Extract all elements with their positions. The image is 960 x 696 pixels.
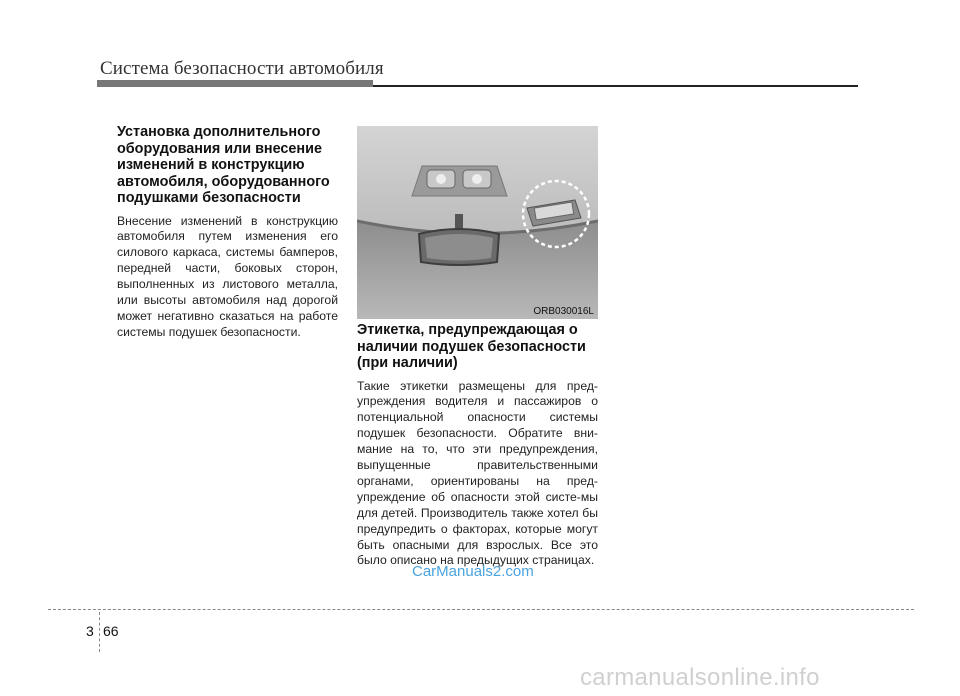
- modification-heading: Установка дополнительного оборудования или внесение изменений в конструкцию автомобиля, оборудованного подушками безопасности: [117, 124, 330, 206]
- right-column: [357, 322, 598, 569]
- footer-divider: [48, 609, 914, 610]
- header-rule-thin: [373, 85, 858, 87]
- page-number: 66: [103, 623, 119, 639]
- left-column: [117, 124, 338, 341]
- warning-label-heading: Этикетка, предупреждающая о наличии подушек безопасности (при наличии): [357, 322, 586, 371]
- chapter-number: 3: [86, 623, 94, 639]
- photo-caption: ORB030016L: [533, 306, 594, 317]
- watermark-link[interactable]: CarManuals2.com: [412, 563, 534, 580]
- page-number-divider: [99, 612, 100, 652]
- header-rule-thick: [97, 80, 373, 87]
- warning-label-body: Такие этикетки размещены для пред-упреждения водителя и пассажиров о потенциальной опасности системы подушек безопасности. Обратите вни-мание на то, что эти предупреждения, выпущенные правительственными органами, ориентированы на пред-упреждение об опасности этой систе-мы для детей. Производитель также хотел бы предупредить о факторах, которые могут быть опасными для взрослых. Все это было описано на предыдущих страницах.: [357, 378, 598, 568]
- footer-site-watermark: carmanualsonline.info: [580, 664, 820, 691]
- modification-body: Внесение изменений в конструкцию автомобиля путем изменения его силового каркаса, системы бамперов, передней части, боковых сторон, выполненных из листового металла, или высоты автомобиля над дорогой может негативно сказаться на работе системы подушек безопасности.: [117, 213, 338, 339]
- headliner-illustration: [357, 126, 598, 319]
- section-title: Система безопасности автомобиля: [100, 58, 384, 79]
- airbag-label-photo: [357, 126, 598, 319]
